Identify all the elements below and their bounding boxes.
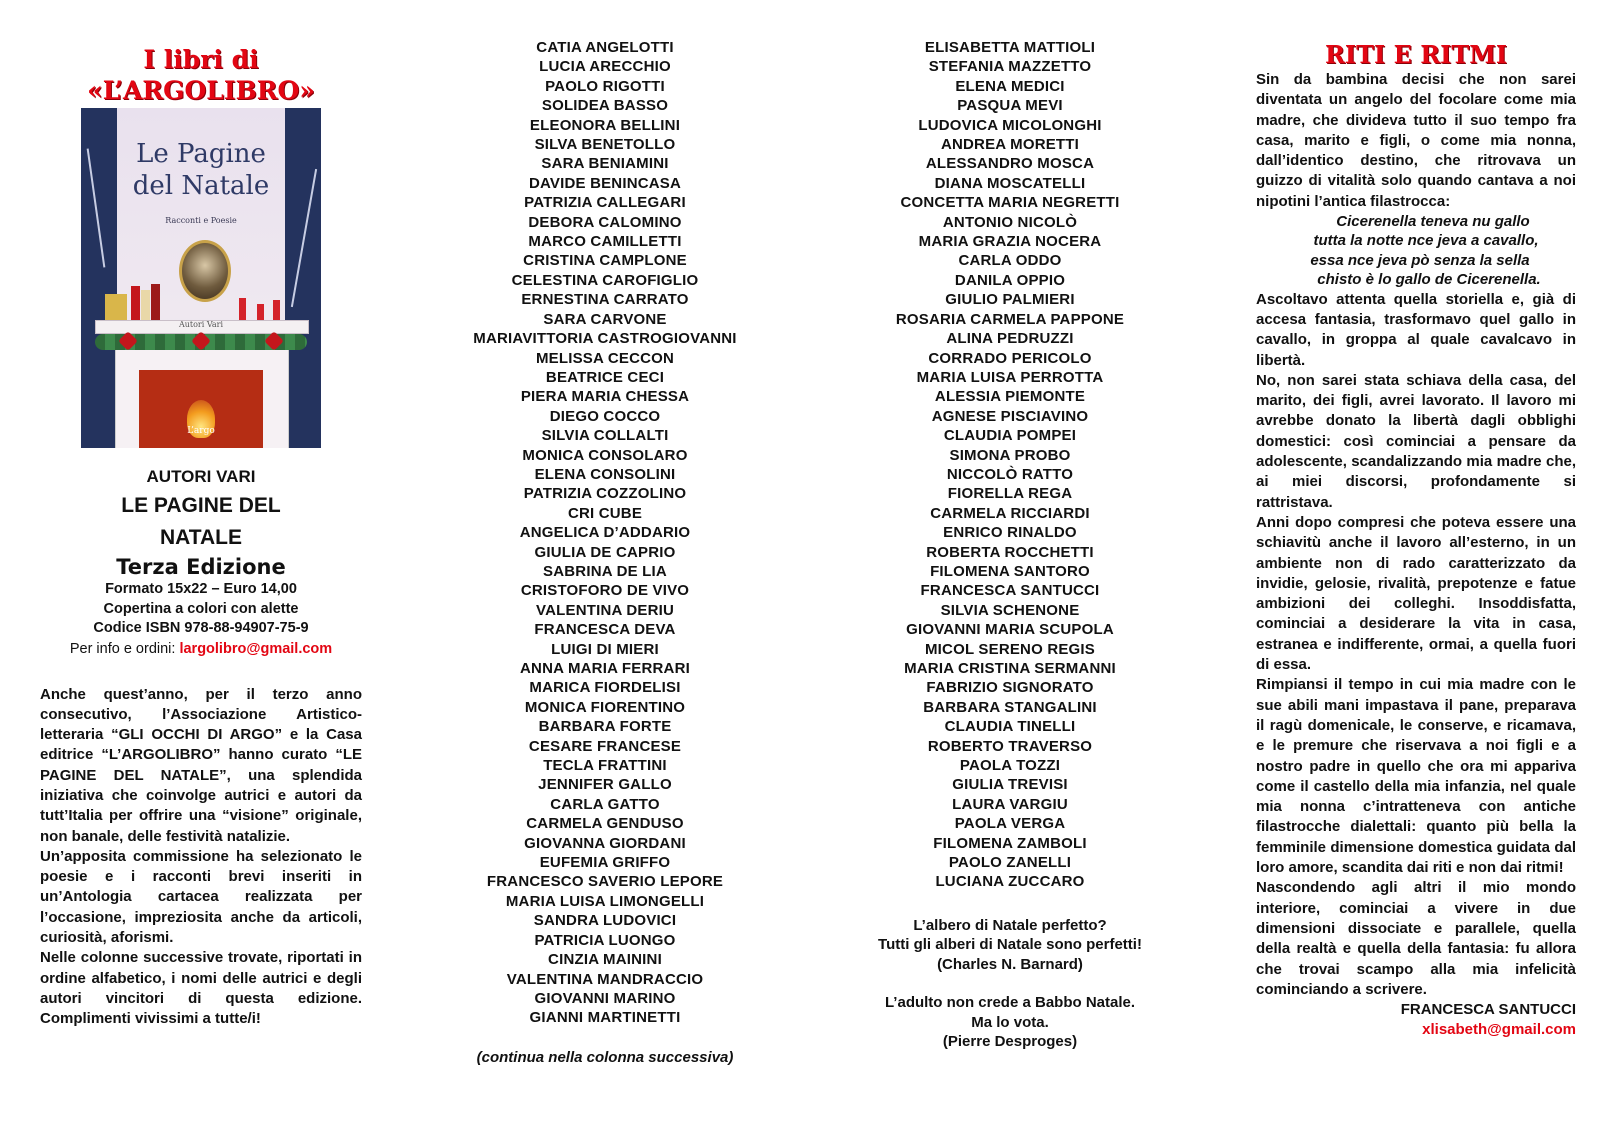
author-name: SARA CARVONE [543, 310, 667, 328]
author-name: DIEGO COCCO [549, 407, 661, 425]
cover-subtitle: Racconti e Poesie [165, 216, 237, 225]
author-name: SABRINA DE LIA [543, 562, 667, 580]
author-name: CONCETTA MARIA NEGRETTI [900, 194, 1120, 212]
author-name: PAOLA VERGA [954, 815, 1066, 833]
poem [1256, 212, 1576, 290]
author-name: CARMELA GENDUSO [526, 815, 684, 833]
author-name: DEBORA CALOMINO [528, 213, 682, 231]
book-title-line-1: LE PAGINE DEL [121, 494, 281, 517]
author-name: ANTONIO NICOLÒ [942, 213, 1078, 231]
author-name: PASQUA MEVI [957, 97, 1063, 115]
author-name: MARIA GRAZIA NOCERA [918, 233, 1102, 251]
order-info [40, 639, 362, 659]
paragraph: No, non sarei stata schiava della casa, del marito, dei figli, avrei lavorato. Il lavoro mi avrebbe donato la libertà dagli obblighi domestici: così cominciai a pensare da adolescente, scandalizzando mia madre che, ai miei discorsi, profondamente si rattristava. [1256, 371, 1576, 511]
paragraph: Un’apposita commissione ha selezionato le poesie e i racconti brevi inseriti in un’Antologia cartacea realizzata per l’occasione, impreziosita anche da articoli, curiosità, aforismi. [40, 847, 362, 947]
author-name: LAURA VARGIU [952, 795, 1068, 813]
edition: Terza Edizione [116, 555, 286, 579]
author-name: VALENTINA DERIU [536, 601, 674, 619]
author-name: GIOVANNA GIORDANI [524, 834, 686, 852]
portrait-icon [179, 240, 231, 302]
author-name: ELISABETTA MATTIOLI [924, 39, 1096, 56]
author-name: FRANCESCA SANTUCCI [1400, 1001, 1576, 1019]
quotes [840, 916, 1180, 1051]
author-name: MICOL SERENO REGIS [924, 640, 1095, 658]
author-name: SILVIA SCHENONE [940, 601, 1080, 619]
quote-barnard [840, 916, 1180, 974]
author-email-link[interactable]: xlisabeth@gmail.com [1422, 1020, 1576, 1038]
candle-icon [257, 304, 264, 320]
intro-text [40, 685, 362, 1030]
author-name: CRISTINA CAMPLONE [523, 252, 687, 270]
poem-line: essa nce jeva pò senza la sella [1310, 251, 1530, 269]
author-name: GIULIA TREVISI [952, 776, 1068, 794]
author-name: EUFEMIA GRIFFO [539, 854, 671, 872]
signature [1256, 1000, 1576, 1039]
book-title [40, 490, 362, 554]
author-name: FABRIZIO SIGNORATO [926, 679, 1094, 697]
publisher-email-link[interactable]: largolibro@gmail.com [179, 640, 333, 657]
author-name: CRISTOFORO DE VIVO [520, 582, 690, 600]
book-meta [40, 466, 362, 659]
paragraph: Sin da bambina decisi che non sarei diventata un angelo del focolare come mia madre, che divideva tutto il suo tempo fra casa, marito e figli, o come mia nonna, dall’identico destino, che ritrovava un guizzo di vitalità solo quando cantava a noi nipotini l’antica filastrocca: [1256, 71, 1576, 210]
author-name: GIOVANNI MARIA SCUPOLA [906, 621, 1114, 639]
author-name: ERNESTINA CARRATO [521, 291, 689, 309]
author-name: ANGELICA D’ADDARIO [519, 524, 691, 542]
author-name: FRANCESCA DEVA [534, 621, 676, 639]
author-name: FIORELLA REGA [947, 485, 1073, 503]
author-name: PAOLA TOZZI [959, 757, 1061, 775]
author-name: CARMELA RICCIARDI [930, 504, 1090, 522]
quote-attribution: (Pierre Desproges) [942, 1032, 1078, 1050]
author-name: GIOVANNI MARINO [534, 989, 676, 1007]
author-name: CARLA GATTO [550, 795, 660, 813]
author-name: PATRIZIA CALLEGARI [524, 194, 686, 212]
column-book-info [40, 0, 362, 1030]
author-name: ROBERTA ROCCHETTI [926, 543, 1094, 561]
cover-title [81, 138, 321, 202]
author-name: ELENA MEDICI [955, 77, 1065, 95]
cover-publisher-logo: L’argo [187, 426, 215, 436]
books-icon [105, 280, 165, 320]
author-name: LUCIANA ZUCCARO [935, 873, 1085, 891]
cover-authors: Autori Vari [178, 320, 224, 329]
author-name: ROSARIA CARMELA PAPPONE [895, 310, 1125, 328]
author-name: CATIA ANGELOTTI [536, 39, 674, 56]
author-name: ALINA PEDRUZZI [946, 330, 1074, 348]
author-name: SARA BENIAMINI [541, 155, 669, 173]
author-name: CLAUDIA POMPEI [943, 427, 1077, 445]
author-name: ALESSIA PIEMONTE [934, 388, 1086, 406]
author-name: MARCO CAMILLETTI [528, 233, 682, 251]
author-name: FRANCESCO SAVERIO LEPORE [486, 873, 724, 891]
author-name: ALESSANDRO MOSCA [925, 155, 1095, 173]
author-name: STEFANIA MAZZETTO [928, 58, 1092, 76]
quote-line: Tutti gli alberi di Natale sono perfetti! [878, 936, 1142, 954]
author-name: VALENTINA MANDRACCIO [506, 970, 704, 988]
author-name: MARIA LUISA LIMONGELLI [505, 892, 705, 910]
author-name: CESARE FRANCESE [528, 737, 682, 755]
paragraph: Anche quest’anno, per il terzo anno consecutivo, l’Associazione Artistico-letteraria “GLI OCCHI DI ARGO” e la Casa editrice “L’ARGOLIBRO” hanno curato “LE PAGINE DEL NATALE”, una splendida iniziativa che coinvolge autrici e autori da tutt’Italia per offrire una “visione” originale, non banale, delle festività natalizie. [40, 685, 362, 845]
poem-line: Cicerenella teneva nu gallo [1336, 213, 1530, 231]
author-name: CLAUDIA TINELLI [944, 718, 1076, 736]
quote-line: L’albero di Natale perfetto? [913, 916, 1107, 934]
article-body [1256, 70, 1576, 1000]
author-name: MONICA CONSOLARO [522, 446, 688, 464]
paragraph: Rimpiansi il tempo in cui mia madre con le sue abili mani impastava il pane, preparava il ragù domenicale, le conserve, e ricamava, e le premure che riservava a noi figli e a nostro padre in quello che ora mi appariva come il castello della mia infanzia, nel quale mia nonna c’intratteneva con antiche filastrocche dialettali: quanto più bella la femminile dimensione domestica guidata dal loro amore, scandita dai riti e non dai ritmi! [1256, 676, 1576, 877]
quote-line: L’adulto non crede a Babbo Natale. [884, 994, 1136, 1012]
author-name: NICCOLÒ RATTO [946, 465, 1074, 483]
column-article [1256, 0, 1576, 1039]
candle-icon [239, 298, 246, 320]
poem-line: tutta la notte nce jeva a cavallo, [1313, 232, 1539, 250]
author-name: AGNESE PISCIAVINO [931, 407, 1089, 425]
author-name: TECLA FRATTINI [543, 757, 667, 775]
isbn: Codice ISBN 978-88-94907-75-9 [93, 620, 309, 636]
title-line-2: «L’ARGOLIBRO» [87, 76, 315, 105]
column-authors-2 [840, 0, 1180, 1051]
cover-title-line-2: del Natale [132, 171, 270, 201]
article-title: RITI E RITMI [1324, 40, 1508, 69]
quote-desproges [840, 993, 1180, 1051]
author-name: DIANA MOSCATELLI [934, 174, 1086, 192]
paragraph: Nelle colonne successive trovate, riportati in ordine alfabetico, i nomi delle autrici e degli autori vincitori di questa edizione. Complimenti vivissimi a tutte/i! [40, 949, 362, 1028]
author-name: SOLIDEA BASSO [541, 97, 669, 115]
column-authors-1 [440, 0, 770, 1066]
author-name: SANDRA LUDOVICI [533, 912, 677, 930]
author-name: ANNA MARIA FERRARI [520, 660, 690, 677]
format-price: Formato 15x22 – Euro 14,00 [105, 581, 297, 597]
author-name: ELENA CONSOLINI [534, 465, 676, 483]
author-list [440, 38, 770, 1028]
author-name: PAOLO RIGOTTI [545, 77, 665, 95]
author-name: SIMONA PROBO [949, 446, 1071, 464]
author-name: FILOMENA ZAMBOLI [933, 834, 1087, 852]
author-name: PATRICIA LUONGO [534, 931, 676, 949]
paragraph: Ascoltavo attenta quella storiella e, già di accesa fantasia, trasformavo quel gallo in cavallo, in groppa al quale cavalcavo in libertà. [1256, 290, 1576, 369]
author-name: ANDREA MORETTI [940, 136, 1080, 154]
author-name: MARIA LUISA PERROTTA [916, 368, 1104, 386]
author-name: BARBARA FORTE [538, 718, 672, 736]
author-name: SILVA BENETOLLO [534, 136, 676, 154]
author-name: DAVIDE BENINCASA [528, 174, 682, 192]
author-name: JENNIFER GALLO [538, 776, 672, 794]
author-name: FILOMENA SANTORO [930, 562, 1090, 580]
cover-description: Copertina a colori con alette [103, 600, 299, 617]
author-name: DANILA OPPIO [954, 271, 1066, 289]
author-name: MARIA CRISTINA SERMANNI [904, 660, 1116, 677]
author-name: CELESTINA CAROFIGLIO [511, 271, 699, 289]
author-name: CINZIA MAININI [548, 951, 662, 969]
author-name: PATRIZIA COZZOLINO [523, 485, 687, 503]
author-name: GIULIO PALMIERI [945, 291, 1075, 309]
author-name: BEATRICE CECI [545, 368, 665, 386]
paragraph: Nascondendo agli altri il mio mondo interiore, cominciai a vivere in due dimensioni dissociate e parallele, quella della realtà e quella della fantasia: fu allora che trovai scampo alla mia infelicità cominciando a scrivere. [1256, 879, 1576, 998]
author-name: CRI CUBE [567, 504, 643, 522]
quote-attribution: (Charles N. Barnard) [937, 955, 1083, 973]
continue-note: (continua nella colonna successiva) [476, 1048, 734, 1066]
author-name: ROBERTO TRAVERSO [927, 737, 1093, 755]
author-name: SILVIA COLLALTI [541, 427, 669, 445]
book-title-line-2: NATALE [159, 526, 243, 549]
author-name: MARIAVITTORIA CASTROGIOVANNI [473, 330, 737, 348]
cover-title-line-1: Le Pagine [136, 139, 266, 169]
author-name: FRANCESCA SANTUCCI [920, 582, 1100, 600]
paragraph: Anni dopo compresi che poteva essere una schiavitù anche il lavoro all’esterno, in un ambiente non di rado caratterizzato da invidie, gelosie, rivalità, prepotenze e fatue ambizioni dei colleghi. Insoddisfatta, cominciai a desiderare la vita in casa, estranea e indifferente, ormai, a quella fuori di essa. [1256, 513, 1576, 674]
author-name: GIULIA DE CAPRIO [534, 543, 676, 561]
author-name: PIERA MARIA CHESSA [520, 388, 690, 406]
author-name: MONICA FIORENTINO [524, 698, 686, 716]
author-name: ENRICO RINALDO [943, 524, 1077, 542]
author-name: LUCIA ARECCHIO [539, 58, 671, 76]
author-name: MELISSA CECCON [535, 349, 675, 367]
author-name: CORRADO PERICOLO [928, 349, 1092, 367]
author-name: MARICA FIORDELISI [529, 679, 681, 697]
author-list [840, 38, 1180, 892]
author-name: CARLA ODDO [958, 252, 1062, 270]
poem-line: chisto è lo gallo de Cicerenella. [1317, 271, 1541, 289]
author-name: LUDOVICA MICOLONGHI [918, 116, 1102, 134]
authors-label: AUTORI VARI [146, 467, 256, 486]
author-name: BARBARA STANGALINI [923, 698, 1097, 716]
author-name: ELEONORA BELLINI [529, 116, 681, 134]
title-line-1: I libri di [143, 45, 259, 74]
author-name: GIANNI MARTINETTI [529, 1009, 681, 1027]
order-info-label: Per info e ordini: [69, 640, 180, 657]
book-cover-image [81, 108, 321, 448]
quote-line: Ma lo vota. [971, 1013, 1049, 1031]
book-series-title [40, 44, 362, 106]
candle-icon [273, 300, 280, 320]
author-name: PAOLO ZANELLI [948, 854, 1072, 872]
author-name: LUIGI DI MIERI [551, 640, 659, 658]
